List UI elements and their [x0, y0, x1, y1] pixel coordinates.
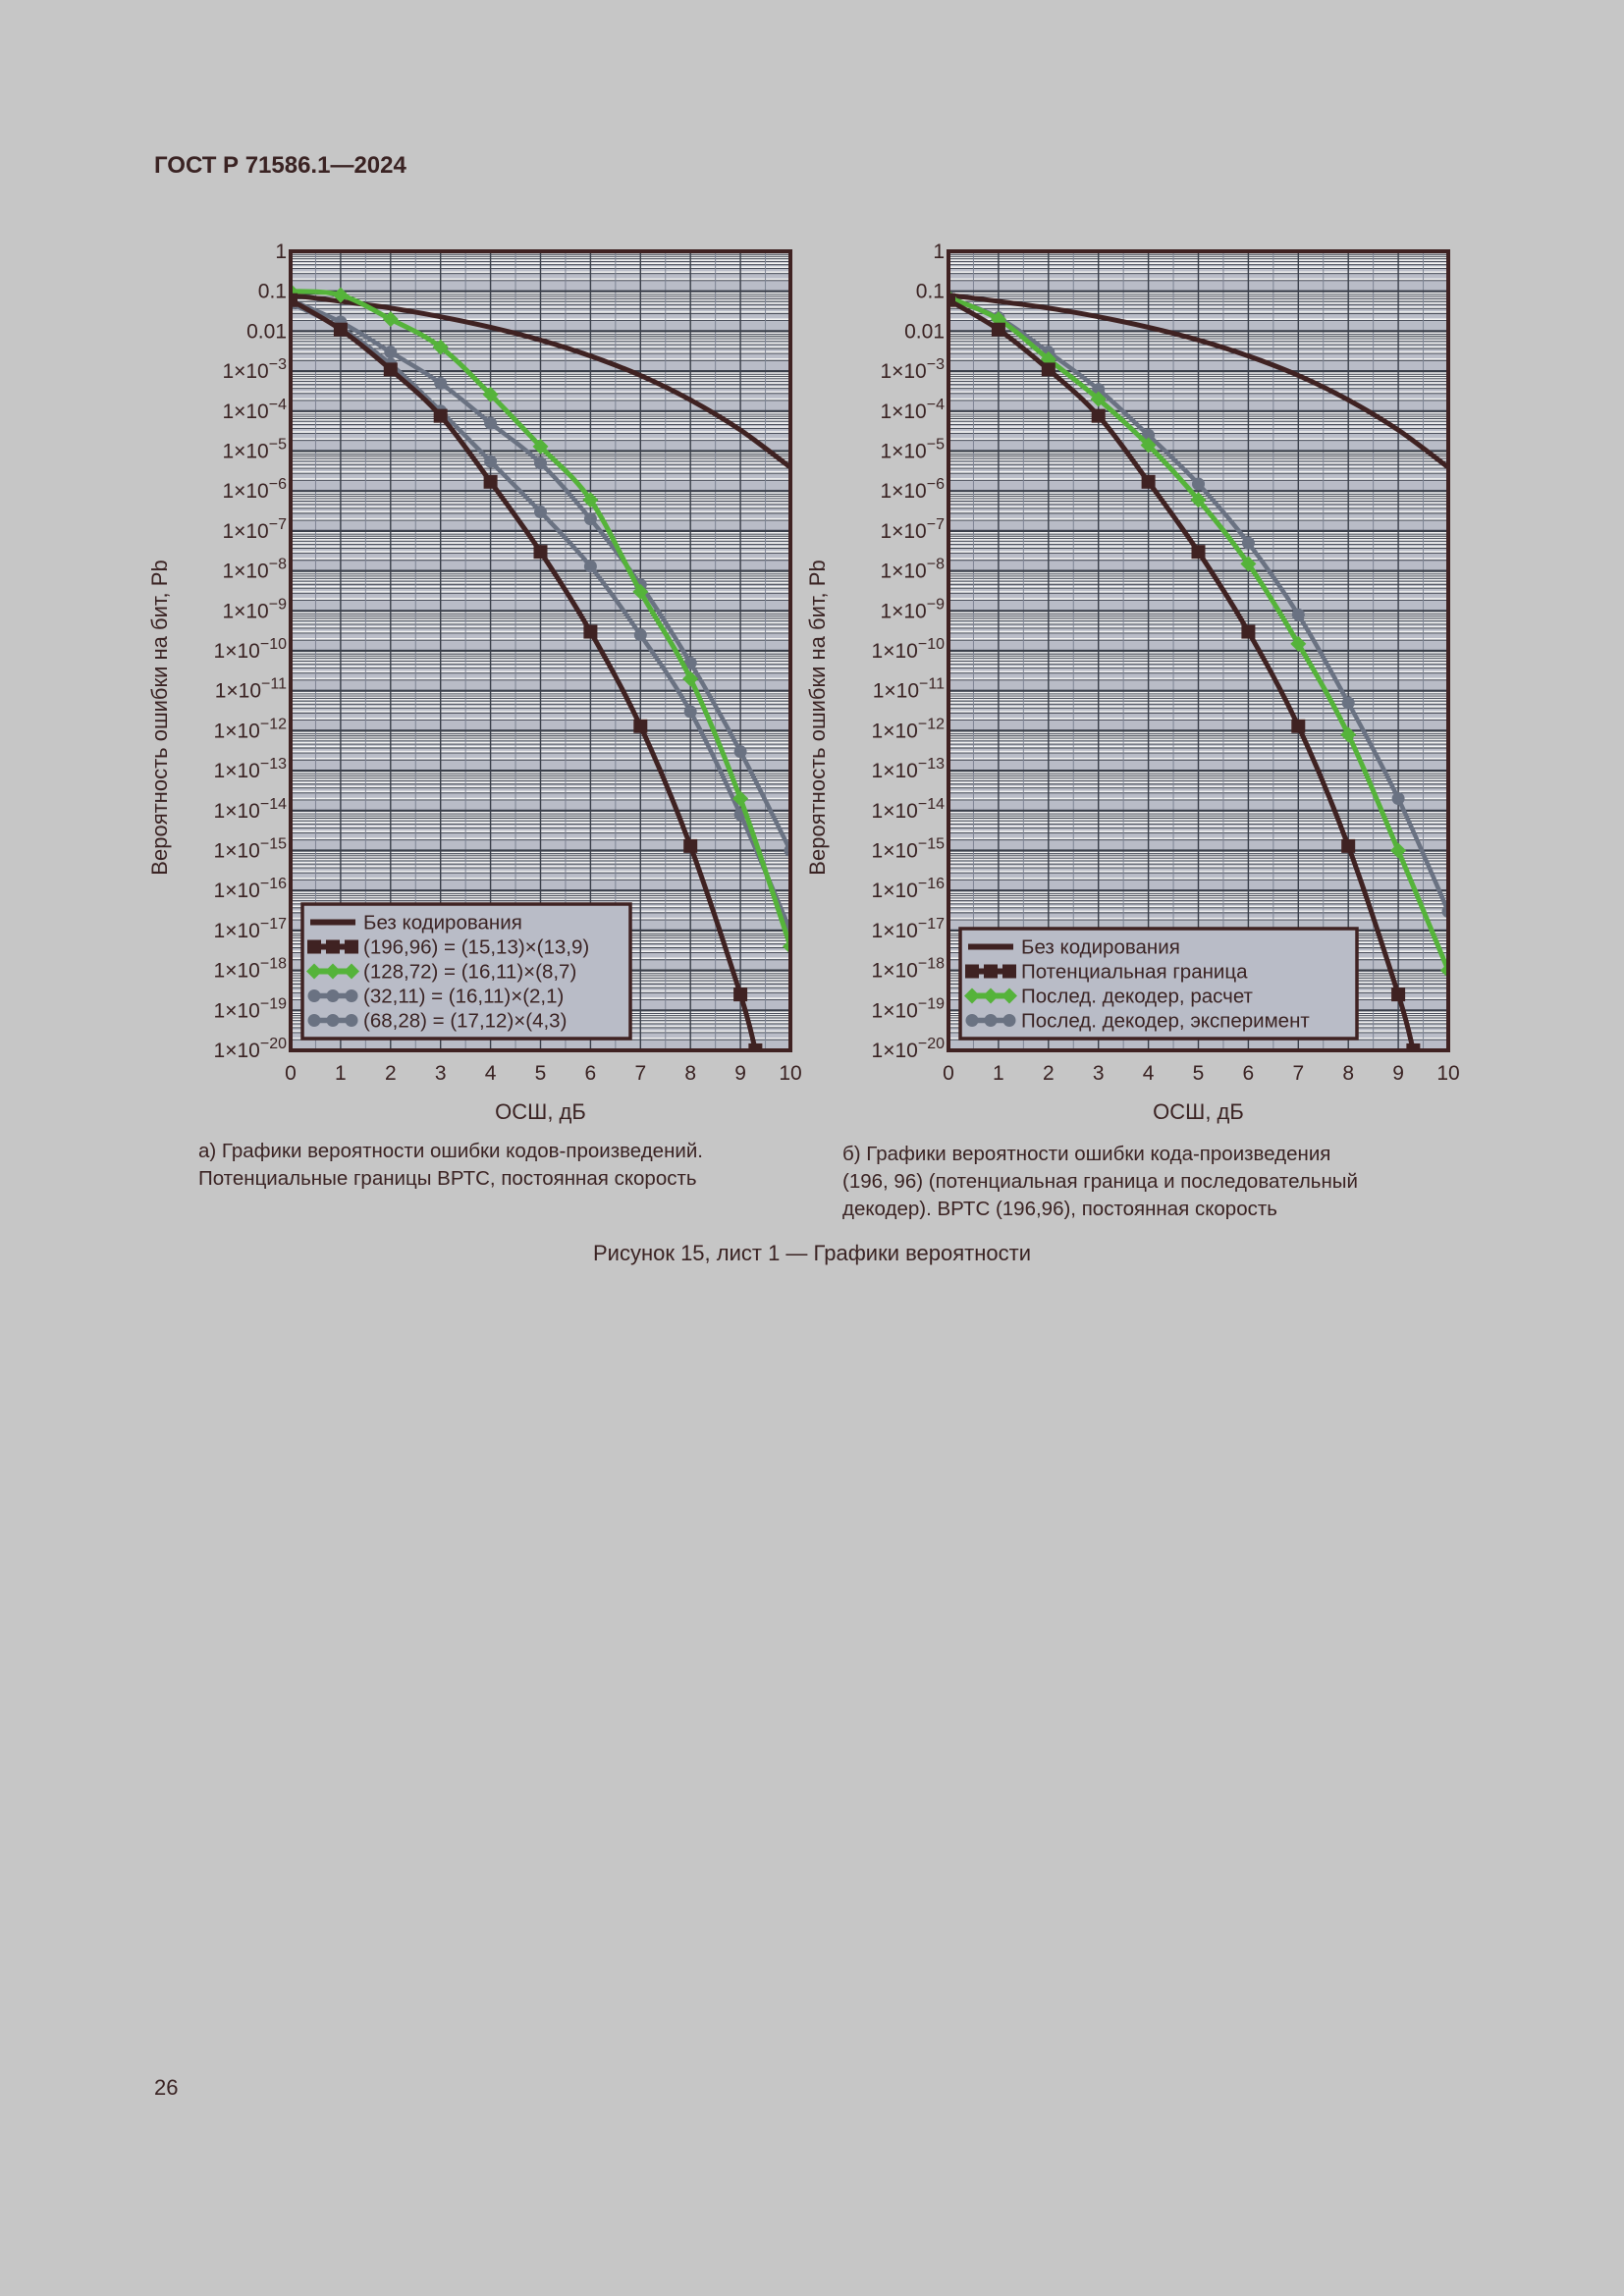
data-point	[1242, 537, 1255, 550]
legend-marker	[1003, 1014, 1016, 1027]
y-tick-label	[880, 397, 945, 423]
y-tick-exponent: −12	[259, 716, 287, 733]
y-tick-base: 1×10	[880, 600, 927, 623]
y-tick-exponent: −14	[917, 795, 945, 813]
y-tick-exponent: −4	[268, 396, 287, 413]
y-tick-label	[880, 356, 945, 383]
x-tick-label: 7	[634, 1062, 647, 1085]
y-tick-exponent: −19	[917, 995, 945, 1013]
y-tick-exponent: −7	[268, 515, 287, 533]
y-tick-label	[222, 437, 287, 463]
y-tick-exponent: −20	[259, 1036, 287, 1052]
y-tick-exponent: −9	[268, 596, 287, 614]
chart-b	[805, 240, 1551, 1124]
y-tick-base: 1×10	[880, 560, 927, 583]
x-tick-label: 8	[684, 1062, 697, 1085]
data-point	[1192, 478, 1205, 491]
y-tick-base: 1×10	[222, 519, 269, 543]
y-tick-base: 1×10	[871, 640, 918, 663]
data-point	[484, 455, 497, 468]
y-tick-base: 1×10	[213, 999, 260, 1023]
y-tick-label	[214, 956, 288, 983]
x-tick-label: 2	[384, 1062, 397, 1085]
data-point	[683, 839, 697, 853]
data-point	[1241, 625, 1255, 639]
caption-b-line-2: (196, 96) (потенциальная граница и последовательный	[842, 1170, 1358, 1193]
data-point	[534, 545, 548, 559]
y-tick-label	[880, 596, 945, 622]
x-tick-label: 7	[1292, 1062, 1305, 1085]
legend-label: Послед. декодер, эксперимент	[1021, 1009, 1310, 1033]
y-tick-label	[275, 240, 287, 263]
legend-marker	[345, 940, 358, 954]
legend-marker	[308, 1014, 321, 1027]
y-tick-base: 1×10	[213, 839, 260, 863]
y-tick-base: 1×10	[871, 959, 918, 983]
y-tick-label	[872, 956, 946, 983]
chart-b-svg	[805, 240, 1551, 1124]
y-tick-base: 1×10	[871, 839, 918, 863]
y-tick-base: 1×10	[213, 919, 260, 942]
y-tick-exponent: −15	[259, 835, 287, 853]
y-tick-exponent: −18	[917, 955, 945, 973]
legend-marker	[326, 940, 340, 954]
legend-label: (128,72) = (16,11)×(8,7)	[363, 960, 577, 984]
x-axis-label: ОСШ, дБ	[1153, 1099, 1244, 1124]
legend-label: Послед. декодер, расчет	[1021, 985, 1253, 1008]
x-axis-label: ОСШ, дБ	[495, 1099, 586, 1124]
chart-a	[147, 240, 893, 1124]
x-tick-label: 0	[285, 1062, 297, 1085]
x-tick-label: 6	[1242, 1062, 1255, 1085]
y-tick-base: 1×10	[222, 600, 269, 623]
y-tick-label	[215, 676, 287, 703]
y-tick-label	[222, 356, 287, 383]
y-tick-label	[880, 437, 945, 463]
y-tick-base: 1×10	[222, 440, 269, 463]
x-tick-label: 9	[734, 1062, 746, 1085]
data-point	[1342, 696, 1355, 709]
data-point	[484, 475, 498, 489]
y-tick-label	[214, 636, 288, 663]
x-tick-label: 5	[1192, 1062, 1205, 1085]
data-point	[434, 409, 448, 423]
y-tick-base: 1	[933, 240, 945, 263]
data-point	[584, 512, 597, 525]
data-point	[1292, 609, 1305, 621]
data-point	[1092, 409, 1106, 423]
x-tick-label: 5	[534, 1062, 547, 1085]
y-tick-exponent: −5	[268, 436, 287, 454]
x-tick-label: 10	[1436, 1062, 1460, 1085]
data-point	[534, 456, 547, 469]
legend-label: Без кодирования	[1021, 935, 1180, 959]
data-point	[1291, 720, 1305, 733]
x-tick-label: 1	[335, 1062, 347, 1085]
y-tick-exponent: −3	[268, 356, 287, 374]
y-tick-label	[904, 320, 945, 343]
y-tick-exponent: −12	[917, 716, 945, 733]
y-tick-label	[916, 281, 945, 303]
y-tick-exponent: −11	[261, 675, 287, 693]
legend-label: Без кодирования	[363, 911, 522, 934]
caption-b-line-1: б) Графики вероятности ошибки кода-произведения	[842, 1143, 1331, 1165]
data-point	[434, 377, 447, 390]
legend-marker	[985, 1014, 998, 1027]
y-tick-label	[933, 240, 945, 263]
legend	[302, 904, 630, 1039]
y-tick-base: 1×10	[880, 360, 927, 384]
y-axis-label: Вероятность ошибки на бит, Pb	[805, 560, 830, 876]
y-tick-base: 1×10	[222, 360, 269, 384]
data-point	[334, 323, 348, 337]
y-tick-base: 1×10	[214, 679, 262, 703]
legend	[960, 929, 1357, 1039]
y-tick-exponent: −13	[917, 756, 945, 774]
y-tick-label	[872, 836, 946, 863]
caption-a-line-2: Потенциальные границы ВРТС, постоянная скорость	[198, 1167, 697, 1190]
y-tick-exponent: −19	[259, 995, 287, 1013]
y-tick-base: 1×10	[213, 720, 260, 743]
y-tick-base: 1×10	[871, 799, 918, 823]
x-tick-label: 4	[484, 1062, 497, 1085]
data-point	[584, 560, 597, 572]
data-point	[484, 417, 497, 430]
chart-a-svg	[147, 240, 893, 1124]
legend-marker	[327, 989, 340, 1002]
y-tick-label	[246, 320, 287, 343]
data-point	[1042, 362, 1056, 376]
x-tick-label: 10	[779, 1062, 802, 1085]
y-tick-exponent: −8	[926, 556, 945, 573]
y-tick-label	[873, 676, 945, 703]
y-tick-base: 1×10	[871, 760, 918, 783]
y-tick-base: 1×10	[213, 760, 260, 783]
y-tick-exponent: −17	[917, 915, 945, 933]
y-tick-label	[872, 756, 946, 782]
legend-marker	[346, 989, 358, 1002]
data-point	[734, 745, 747, 758]
data-point	[384, 346, 397, 358]
y-tick-base: 1×10	[871, 1040, 918, 1062]
data-point	[733, 988, 747, 1001]
y-tick-base: 1×10	[213, 880, 260, 903]
y-tick-base: 1×10	[871, 919, 918, 942]
y-tick-base: 1×10	[880, 440, 927, 463]
y-tick-base: 0.01	[246, 320, 287, 344]
y-tick-exponent: −7	[926, 515, 945, 533]
data-point	[384, 362, 398, 376]
figure-title: Рисунок 15, лист 1 — Графики вероятности	[592, 1241, 1031, 1265]
legend-label: (32,11) = (16,11)×(2,1)	[363, 985, 565, 1008]
data-point	[1341, 839, 1355, 853]
y-tick-label	[214, 876, 288, 902]
y-tick-exponent: −4	[926, 396, 945, 413]
y-tick-base: 1×10	[880, 480, 927, 504]
y-tick-exponent: −10	[917, 636, 945, 653]
y-tick-exponent: −13	[259, 756, 287, 774]
y-tick-base: 1×10	[222, 560, 269, 583]
y-tick-labels	[872, 240, 946, 1062]
y-tick-label	[214, 716, 288, 742]
legend-marker	[346, 1014, 358, 1027]
y-tick-label	[872, 796, 946, 823]
y-tick-exponent: −9	[926, 596, 945, 614]
y-tick-exponent: −16	[259, 876, 287, 893]
legend-label: (68,28) = (17,12)×(4,3)	[363, 1009, 568, 1033]
legend-marker	[965, 965, 979, 979]
caption-b-line-3: декодер). ВРТС (196,96), постоянная скорость	[842, 1198, 1277, 1220]
legend-marker	[966, 1014, 979, 1027]
y-tick-label	[214, 916, 288, 942]
y-tick-label	[880, 476, 945, 503]
data-point	[1142, 475, 1156, 489]
y-tick-label	[880, 516, 945, 543]
y-tick-exponent: −16	[917, 876, 945, 893]
y-tick-label	[222, 596, 287, 622]
data-point	[633, 720, 647, 733]
y-tick-exponent: −8	[268, 556, 287, 573]
y-tick-base: 1×10	[213, 1040, 260, 1062]
legend-marker	[984, 965, 998, 979]
y-tick-exponent: −18	[259, 955, 287, 973]
document-number: ГОСТ Р 71586.1—2024	[154, 152, 406, 179]
x-tick-label: 3	[1092, 1062, 1105, 1085]
data-point	[1192, 545, 1206, 559]
data-point	[684, 705, 697, 718]
y-tick-base: 1	[275, 240, 287, 263]
y-tick-exponent: −6	[268, 476, 287, 494]
y-tick-exponent: −17	[259, 915, 287, 933]
y-tick-label	[872, 716, 946, 742]
y-tick-label	[872, 995, 946, 1022]
data-point	[992, 323, 1005, 337]
y-tick-label	[214, 756, 288, 782]
x-tick-label: 4	[1142, 1062, 1155, 1085]
x-tick-label: 3	[434, 1062, 447, 1085]
data-point	[1392, 792, 1405, 805]
y-tick-label	[872, 916, 946, 942]
caption-a	[198, 1138, 703, 1193]
y-tick-label	[872, 1036, 946, 1062]
data-point	[1391, 988, 1405, 1001]
y-tick-labels	[214, 240, 288, 1062]
x-tick-label: 9	[1392, 1062, 1404, 1085]
x-tick-labels	[943, 1062, 1460, 1085]
data-point	[583, 625, 597, 639]
y-tick-label	[222, 516, 287, 543]
y-tick-exponent: −11	[919, 675, 945, 693]
y-tick-label	[214, 995, 288, 1022]
legend-marker	[1002, 965, 1016, 979]
y-tick-label	[872, 636, 946, 663]
y-tick-base: 1×10	[213, 959, 260, 983]
y-tick-base: 1×10	[871, 880, 918, 903]
y-tick-exponent: −5	[926, 436, 945, 454]
y-tick-label	[872, 876, 946, 902]
y-tick-exponent: −15	[917, 835, 945, 853]
y-axis-label: Вероятность ошибки на бит, Pb	[147, 560, 172, 876]
y-tick-label	[214, 836, 288, 863]
legend-marker	[327, 1014, 340, 1027]
y-tick-base: 1×10	[222, 400, 269, 423]
y-tick-base: 1×10	[872, 679, 920, 703]
y-tick-exponent: −20	[917, 1036, 945, 1052]
y-tick-exponent: −3	[926, 356, 945, 374]
y-tick-exponent: −14	[259, 795, 287, 813]
x-tick-label: 8	[1342, 1062, 1355, 1085]
data-point	[534, 506, 547, 518]
y-tick-label	[214, 796, 288, 823]
y-tick-label	[258, 281, 287, 303]
x-tick-label: 1	[993, 1062, 1004, 1085]
x-tick-labels	[285, 1062, 802, 1085]
y-tick-base: 1×10	[871, 720, 918, 743]
y-tick-base: 0.1	[257, 280, 287, 303]
y-tick-base: 0.1	[915, 280, 945, 303]
y-tick-base: 0.01	[904, 320, 945, 344]
page-number: 26	[154, 2075, 179, 2100]
legend-label: (196,96) = (15,13)×(13,9)	[363, 935, 590, 959]
legend-marker	[307, 940, 321, 954]
y-tick-exponent: −10	[259, 636, 287, 653]
legend-marker	[308, 989, 321, 1002]
y-tick-label	[222, 397, 287, 423]
y-tick-base: 1×10	[880, 519, 927, 543]
y-tick-label	[214, 1036, 288, 1062]
x-tick-label: 0	[943, 1062, 954, 1085]
y-tick-label	[880, 557, 945, 583]
y-tick-label	[222, 476, 287, 503]
y-tick-base: 1×10	[213, 640, 260, 663]
y-tick-base: 1×10	[880, 400, 927, 423]
x-tick-label: 6	[584, 1062, 597, 1085]
legend-label: Потенциальная граница	[1021, 960, 1248, 984]
x-tick-label: 2	[1042, 1062, 1055, 1085]
data-point	[634, 628, 647, 641]
y-tick-exponent: −6	[926, 476, 945, 494]
y-tick-base: 1×10	[222, 480, 269, 504]
y-tick-base: 1×10	[213, 799, 260, 823]
y-tick-label	[222, 557, 287, 583]
y-tick-base: 1×10	[871, 999, 918, 1023]
caption-a-line-1: а) Графики вероятности ошибки кодов-произведений.	[198, 1140, 704, 1162]
caption-b	[842, 1141, 1358, 1223]
